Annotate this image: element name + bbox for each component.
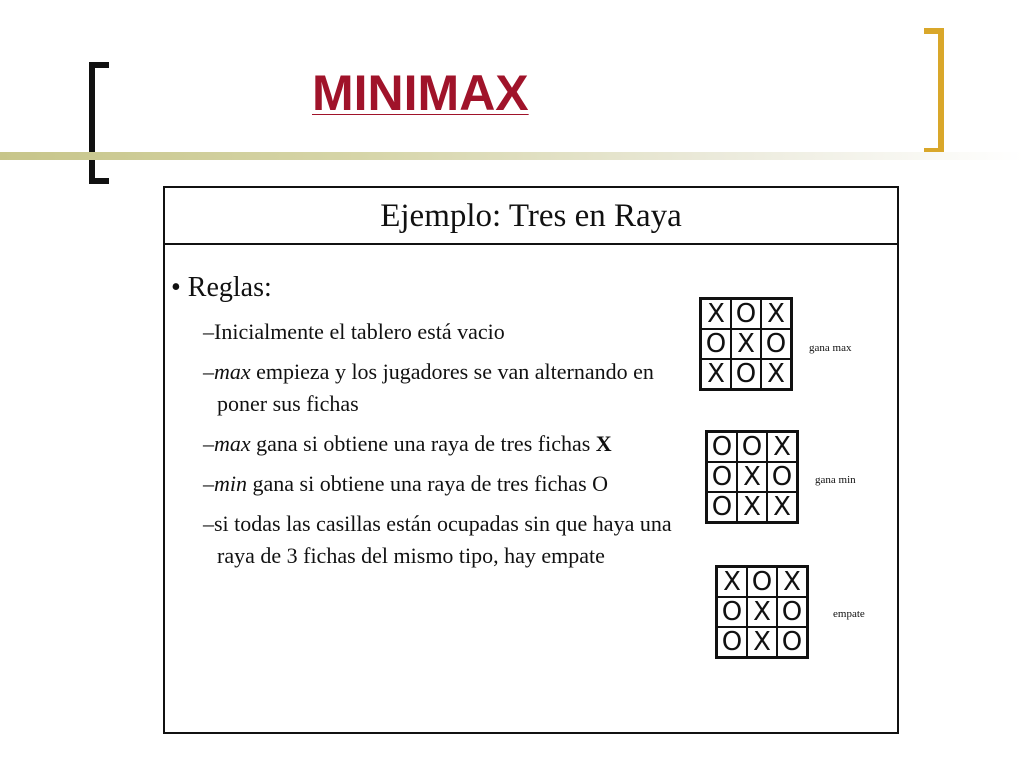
board-cell: O — [777, 627, 807, 657]
dash: – — [203, 359, 214, 384]
player-max: max — [214, 359, 251, 384]
board-cell: O — [707, 432, 737, 462]
board-cell: O — [777, 597, 807, 627]
rules-list — [203, 316, 683, 580]
board-draw-label: empate — [833, 608, 865, 620]
piece-x: X — [595, 431, 612, 456]
board-cell: X — [767, 492, 797, 522]
board-cell: X — [731, 329, 761, 359]
board-cell: X — [767, 432, 797, 462]
board-cell: X — [777, 567, 807, 597]
rule-min-wins — [203, 468, 683, 500]
board-draw — [715, 565, 809, 659]
board-cell: O — [701, 329, 731, 359]
board-max-wins — [699, 297, 793, 391]
board-cell: X — [701, 359, 731, 389]
board-cell: O — [731, 359, 761, 389]
board-cell: X — [701, 299, 731, 329]
right-bracket-decoration — [924, 28, 944, 154]
board-cell: O — [717, 627, 747, 657]
board-cell: X — [737, 462, 767, 492]
rule-min-wins-text: gana si obtiene una raya de tres fichas O — [247, 471, 609, 496]
rules-heading: • Reglas: — [171, 272, 272, 303]
board-cell: O — [767, 462, 797, 492]
header-divider — [0, 152, 1024, 160]
board-cell: X — [747, 597, 777, 627]
left-bracket-decoration — [89, 62, 109, 184]
board-max-wins-label: gana max — [809, 342, 852, 354]
board-cell: X — [717, 567, 747, 597]
rule-max-starts — [203, 356, 683, 420]
board-min-wins-label: gana min — [815, 474, 856, 486]
dash: – — [203, 431, 214, 456]
page-title: MINIMAX — [312, 65, 529, 121]
board-cell: X — [761, 359, 791, 389]
rule-max-wins-text: gana si obtiene una raya de tres fichas — [250, 431, 596, 456]
board-cell: O — [707, 462, 737, 492]
board-cell: X — [737, 492, 767, 522]
slide-title: Ejemplo: Tres en Raya — [165, 188, 897, 245]
board-cell: O — [731, 299, 761, 329]
board-cell: X — [761, 299, 791, 329]
board-cell: O — [717, 597, 747, 627]
player-min: min — [214, 471, 247, 496]
board-cell: O — [737, 432, 767, 462]
rule-empty-board: –Inicialmente el tablero está vacio — [203, 319, 505, 344]
rule-max-starts-text: empieza y los jugadores se van alternando en poner sus fichas — [217, 359, 654, 416]
rule-max-wins — [203, 428, 683, 460]
board-cell: O — [761, 329, 791, 359]
player-max: max — [214, 431, 251, 456]
slide-image — [163, 186, 899, 734]
board-cell: X — [747, 627, 777, 657]
dash: – — [203, 471, 214, 496]
board-cell: O — [707, 492, 737, 522]
rule-draw: –si todas las casillas están ocupadas sin que haya una raya de 3 fichas del mismo tipo, hay empate — [203, 511, 672, 568]
board-min-wins — [705, 430, 799, 524]
board-cell: O — [747, 567, 777, 597]
